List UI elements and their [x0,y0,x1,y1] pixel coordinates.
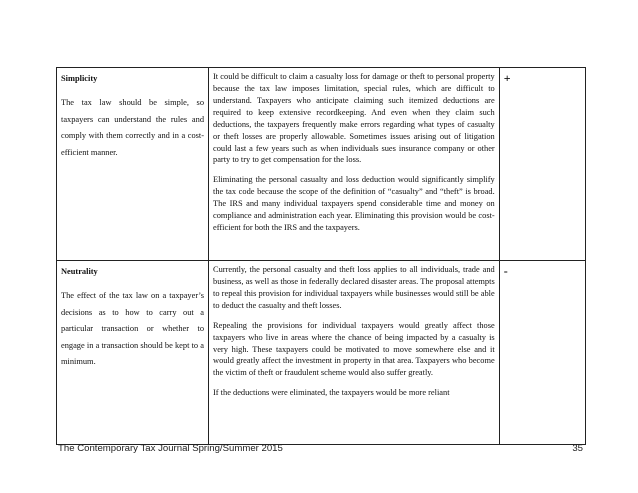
evaluation-sign: + [499,68,585,261]
principle-cell [57,261,209,445]
discussion-cell [209,68,500,261]
principle-description: The tax law should be simple, so taxpayers can understand the rules and comply with them correctly and in a cost-efficient manner. [61,98,205,157]
principle-description: The effect of the tax law on a taxpayer’s decisions as to how to carry out a particular transaction or whether to engage in a transaction should be kept to a minimum. [61,291,205,366]
principle-heading: Simplicity [61,74,98,83]
discussion-paragraph: Eliminating the personal casualty and loss deduction would significantly simplify the tax code because the scope of the definition of “casualty” and “theft” is broad. The IRS and many individual taxpayers spend considerable time and money on compliance and administration each year. Eliminating this provision would be cost-efficient for both the IRS and the taxpayers. [213,175,495,233]
journal-title: The Contemporary Tax Journal Spring/Summer 2015 [58,443,283,454]
discussion-paragraph: Currently, the personal casualty and theft loss applies to all individuals, trade and business, as well as those in federally declared disaster areas. The proposal attempts to repeal this provision for individual taxpayers while businesses would still be able to deduct the casualty and theft losses. [213,265,495,310]
principle-heading: Neutrality [61,267,98,276]
table-row-neutrality [57,261,586,445]
principle-cell [57,68,209,261]
analysis-table [56,67,586,445]
discussion-cell [209,261,500,445]
page-number: 35 [572,443,583,454]
table-row-simplicity [57,68,586,261]
discussion-paragraph: It could be difficult to claim a casualty loss for damage or theft to personal property because the tax law imposes limitation, special rules, which are difficult to understand. Taxpayers who anticipate claiming such itemized deductions are required to keep extensive recordkeeping. And even when they claim such deductions, the taxpayers frequently make errors regarding what types of casualty or theft losses are properly allowable. Sometimes issues arising out of litigation could last a few years such as when individuals sues insurance company or other party to try to get compensation for the loss. [213,72,495,165]
evaluation-sign: - [499,261,585,445]
discussion-paragraph: Repealing the provisions for individual taxpayers would greatly affect those taxpayers who live in areas where the chance of being impacted by a casualty is very high. These taxpayers could be motivated to move somewhere else and it would greatly affect the investment in property in that area. Taxpayers who become the victim of theft or fraudulent scheme would also suffer greatly. [213,320,495,378]
discussion-paragraph: If the deductions were eliminated, the taxpayers would be more reliant [213,388,450,398]
